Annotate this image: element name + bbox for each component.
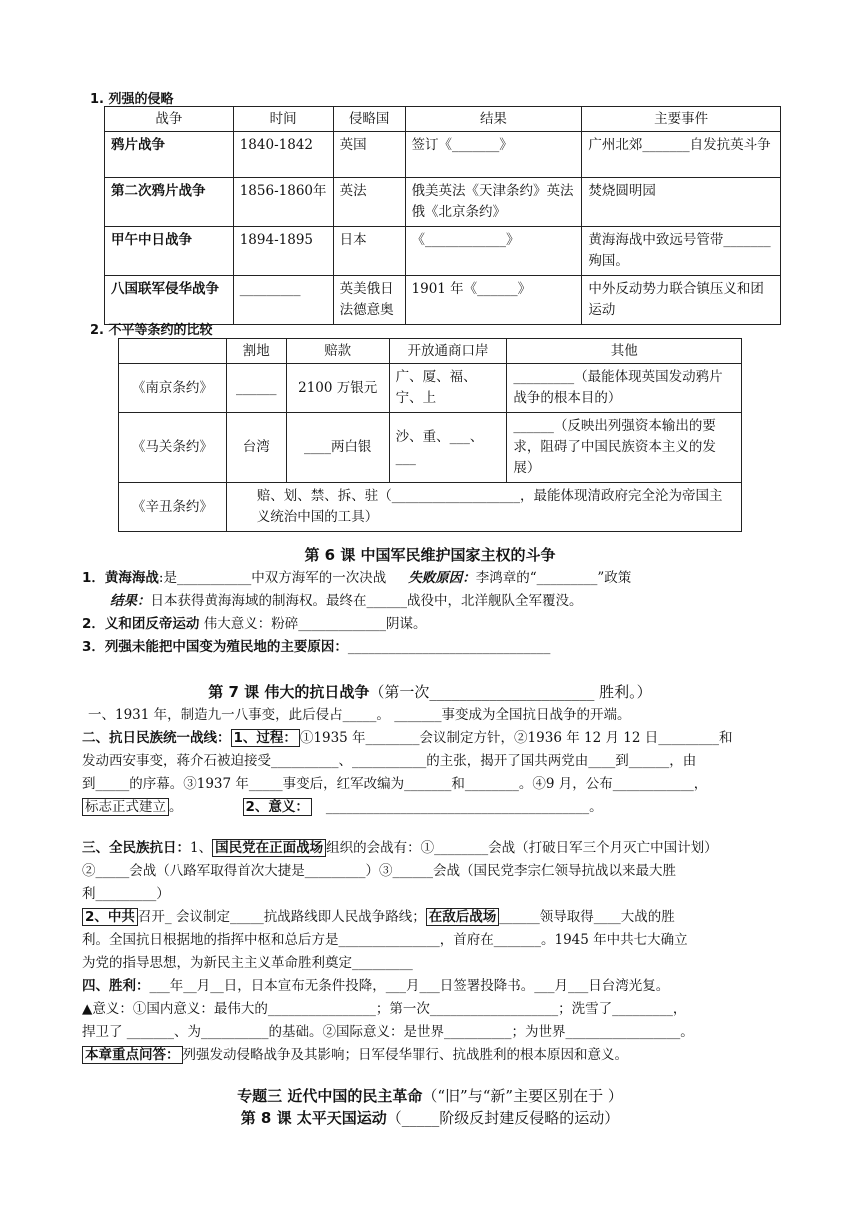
boxed-label: 在敌后战场 — [426, 908, 500, 926]
header-other: 其他 — [507, 339, 742, 364]
aggression-header-row — [105, 107, 781, 132]
label: 1．黄海海战 — [82, 570, 159, 586]
table-row — [105, 227, 781, 276]
table-row — [119, 413, 742, 483]
cell-treaty: 《辛丑条约》 — [119, 483, 227, 532]
cell-treaty: 《马关条约》 — [119, 413, 227, 483]
lesson7-p8: 利_________） — [82, 886, 170, 902]
text: _______________________________________。 — [325, 799, 603, 815]
cell-other: _________（最能体现英国发动鸦片战争的根本目的） — [507, 364, 742, 413]
lesson7-p3: 发动西安事变，蒋介石被迫接受__________、___________的主张，揭开了国共两党由____到______，由 — [82, 753, 697, 769]
topic3-title-sub: （“旧”与“新”主要区别在于 ） — [422, 1087, 623, 1105]
text: :是___________中双方海军的一次决战 — [158, 570, 387, 586]
boxed-text: 标志正式建立 — [82, 798, 169, 816]
cell-result: 《____________》 — [405, 227, 582, 276]
boxed-label: 2、中共 — [82, 908, 138, 926]
text: 1、 — [190, 840, 213, 856]
lesson7-p9 — [82, 906, 782, 928]
lesson7-p1: 一、1931 年，制造九一八事变，此后侵占_____。 _______事变成为全国抗日战争的开端。 — [88, 707, 631, 723]
text: 。 — [169, 799, 183, 815]
treaty-header-row — [119, 339, 742, 364]
header-war: 战争 — [105, 107, 234, 132]
text: 列强发动侵略战争及其影响；日军侵华罪行、抗战胜利的根本原因和意义。 — [182, 1047, 628, 1063]
label: 结果： — [110, 593, 151, 609]
lesson6-title: 第 6 课 中国军民维护国家主权的斗争 — [304, 546, 556, 564]
label: 三、全民族抗日： — [82, 840, 190, 856]
table-row — [105, 132, 781, 178]
label: 失败原因： — [408, 570, 476, 586]
cell-event: 中外反动势力联合镇压义和团运动 — [582, 276, 781, 325]
label: 二、抗日民族统一战线： — [82, 730, 231, 746]
table-row — [105, 276, 781, 325]
header-result: 结果 — [405, 107, 582, 132]
text: 李鸿章的“_________”政策 — [475, 570, 632, 586]
header-territory: 割地 — [226, 339, 286, 364]
lesson8-title — [0, 1107, 860, 1129]
boxed-label: 2、意义： — [243, 798, 312, 816]
section1-heading: 1. 列强的侵略 — [90, 92, 174, 107]
cell-xinchou-content: 赔、划、禁、拆、驻（___________________，最能体现清政府完全沦为帝国主义统治中国的工具） — [226, 483, 741, 532]
boxed-label: 本章重点问答： — [82, 1046, 183, 1064]
cell-invader: 日本 — [333, 227, 405, 276]
lesson7-p12 — [82, 975, 782, 997]
cell-ports: 广、厦、福、宁、上 — [389, 364, 507, 413]
header-treaty — [119, 339, 227, 364]
lesson7-p15 — [82, 1044, 782, 1066]
cell-result: 1901 年《______》 — [405, 276, 582, 325]
lesson8-title-sub: （_____阶级反封建反侵略的运动） — [386, 1109, 620, 1127]
table-row — [119, 364, 742, 413]
topic3-title-main: 专题三 近代中国的民主革命 — [237, 1087, 423, 1105]
label: 四、胜利： — [82, 978, 150, 994]
header-invader: 侵略国 — [333, 107, 405, 132]
header-indemnity: 赔款 — [286, 339, 389, 364]
cell-invader: 英法 — [333, 178, 405, 227]
cell-territory: ______ — [226, 364, 286, 413]
lesson7-title-main: 第 7 课 伟大的抗日战争 — [208, 683, 370, 701]
topic3-title — [0, 1085, 860, 1107]
lesson7-title — [0, 681, 860, 703]
header-main-event: 主要事件 — [582, 107, 781, 132]
text: 召开_ 会议制定_____抗战路线即人民战争路线； — [137, 909, 426, 925]
text: 伟大意义：粉碎_____________阴谋。 — [199, 616, 427, 632]
text: 组织的会战有：①________会战（打破日军三个月灭亡中国计划） — [326, 840, 718, 856]
table-row — [119, 483, 742, 532]
text: ___年__月__日，日本宣布无条件投降，___月___日签署投降书。___月___日台湾光复。 — [149, 978, 670, 994]
lesson7-title-sub: （第一次______________________ 胜利。） — [369, 683, 652, 701]
text: 日本获得黄海海域的制海权。最终在______战役中，北洋舰队全军覆没。 — [150, 593, 583, 609]
lesson7-p11: 为党的指导思想，为新民主主义革命胜利奠定_________ — [82, 955, 413, 971]
lesson6-line1 — [82, 567, 782, 589]
lesson7-p2 — [82, 727, 782, 749]
boxed-label: 国民党在正面战场 — [212, 839, 326, 857]
cell-event: 广州北郊_______自发抗英斗争 — [582, 132, 781, 178]
header-ports: 开放通商口岸 — [389, 339, 507, 364]
treaty-table — [118, 338, 742, 532]
cell-time: 1856-1860年 — [233, 178, 333, 227]
cell-invader: 英国 — [333, 132, 405, 178]
cell-result: 俄美英法《天津条约》英法俄《北京条约》 — [405, 178, 582, 227]
label: 3．列强未能把中国变为殖民地的主要原因： — [82, 639, 348, 655]
cell-war: 八国联军侵华战争 — [105, 276, 234, 325]
cell-time: 1894-1895 — [233, 227, 333, 276]
lesson7-p7: ②_____会战（八路军取得首次大捷是_________）③______会战（国民党李宗仁领导抗战以来最大胜 — [82, 863, 676, 879]
cell-war: 鸦片战争 — [105, 132, 234, 178]
section2-heading: 2. 不平等条约的比较 — [90, 323, 213, 338]
cell-event: 黄海海战中致远号管带_______ 殉国。 — [582, 227, 781, 276]
text: ______________________________ — [347, 639, 551, 655]
cell-indemnity: ____两白银 — [286, 413, 389, 483]
text: ______领导取得____大战的胜 — [499, 909, 675, 925]
lesson6-line2 — [110, 590, 810, 612]
cell-time: 1840-1842 — [233, 132, 333, 178]
cell-ports: 沙、重、___、___ — [389, 413, 507, 483]
cell-war: 第二次鸦片战争 — [105, 178, 234, 227]
cell-time: _________ — [233, 276, 333, 325]
cell-other: ______（反映出列强资本输出的要求，阻碍了中国民族资本主义的发展） — [507, 413, 742, 483]
lesson7-p10: 利。全国抗日根据地的指挥中枢和总后方是_______________，首府在_______。1945 年中共七大确立 — [82, 932, 688, 948]
boxed-label: 1、过程： — [231, 729, 300, 747]
cell-treaty: 《南京条约》 — [119, 364, 227, 413]
label: 2．义和团反帝运动 — [82, 616, 200, 632]
text: ①1935 年________会议制定方针，②1936 年 12 月 12 日_________和 — [299, 730, 733, 746]
lesson6-line4 — [82, 636, 782, 658]
lesson8-title-main: 第 8 课 太平天国运动 — [240, 1109, 387, 1127]
lesson7-p6 — [82, 837, 782, 859]
cell-war: 甲午中日战争 — [105, 227, 234, 276]
lesson7-p14: 捍卫了 _______、为__________的基础。②国际意义：是世界__________；为世界_________________。 — [82, 1024, 694, 1040]
cell-indemnity: 2100 万银元 — [286, 364, 389, 413]
cell-invader: 英美俄日法德意奥 — [333, 276, 405, 325]
lesson7-p4: 到_____的序幕。③1937 年_____事变后，红军改编为_______和________。④9 月，公布____________， — [82, 776, 708, 792]
table-row — [105, 178, 781, 227]
cell-result: 签订《_______》 — [405, 132, 582, 178]
header-time: 时间 — [233, 107, 333, 132]
cell-event: 焚烧圆明园 — [582, 178, 781, 227]
aggression-table — [104, 106, 781, 325]
lesson6-line3 — [82, 613, 782, 635]
lesson7-p13: ▲意义：①国内意义：最伟大的________________；第一次___________________；洗雪了_________， — [82, 1001, 687, 1017]
lesson7-p5 — [82, 796, 782, 818]
cell-territory: 台湾 — [226, 413, 286, 483]
